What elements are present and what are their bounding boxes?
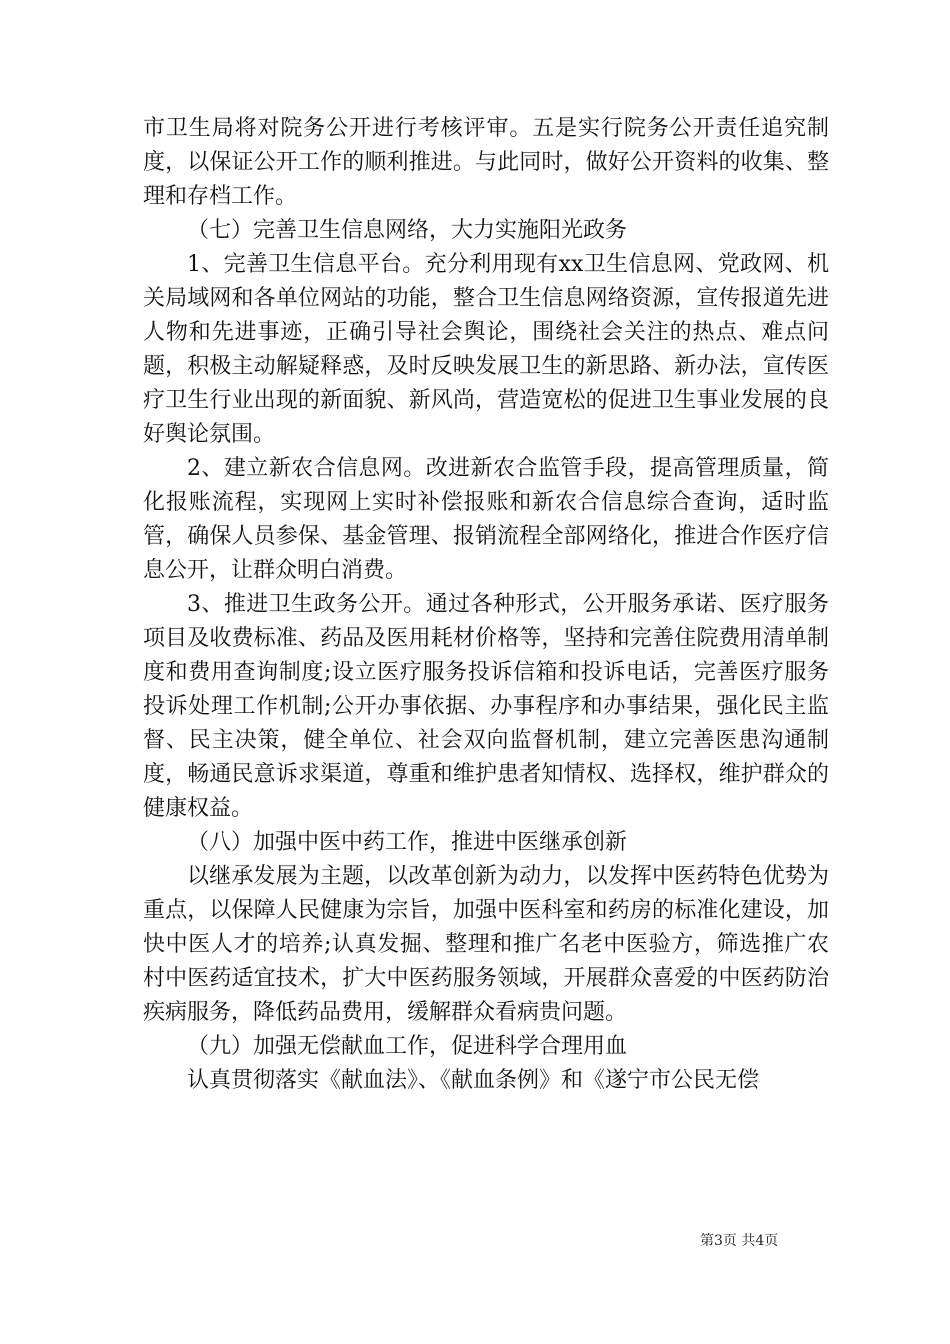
- paragraph-blood-donation: 认真贯彻落实《献血法》、《献血条例》和《遂宁市公民无偿: [187, 1068, 760, 1093]
- paragraph-government-affairs: 3、推进卫生政务公开。通过各种形式，公开服务承诺、医疗服务项目及收费标准、药品及医用耗材价格等，坚持和完善住院费用清单制度和费用查询制度;设立医疗服务投诉信箱和投诉电话，完善医疗服务投诉处理工作机制;公开办事依据、办事程序和办事结果，强化民主监督、民主决策，健全单位、社会双向监督机制，建立完善医患沟通制度，畅通民意诉求渠道，尊重和维护患者知情权、选择权，维护群众的健康权益。: [143, 592, 829, 821]
- document-body: [143, 112, 829, 1098]
- paragraph-rural-coop-network: 2、建立新农合信息网。改进新农合监管手段，提高管理质量，简化报账流程，实现网上实时补偿报账和新农合信息综合查询，适时监管，确保人员参保、基金管理、报销流程全部网络化，推进合作医疗信息公开，让群众明白消费。: [143, 456, 829, 583]
- page-number: 第3页 共4页: [700, 1233, 779, 1249]
- paragraph-chinese-medicine: 以继承发展为主题，以改革创新为动力，以发挥中医药特色优势为重点，以保障人民健康为宗旨，加强中医科室和药房的标准化建设，加快中医人才的培养;认真发掘、整理和推广名老中医验方，筛选推广农村中医药适宜技术，扩大中医药服务领域，开展群众喜爱的中医药防治疾病服务，降低药品费用，缓解群众看病贵问题。: [143, 864, 829, 1025]
- paragraph-continuation: 市卫生局将对院务公开进行考核评审。五是实行院务公开责任追究制度，以保证公开工作的顺利推进。与此同时，做好公开资料的收集、整理和存档工作。: [143, 116, 829, 209]
- section-heading-7: （七）完善卫生信息网络，大力实施阳光政务: [187, 218, 628, 243]
- section-heading-8: （八）加强中医中药工作，推进中医继承创新: [187, 830, 628, 855]
- section-heading-9: （九）加强无偿献血工作，促进科学合理用血: [187, 1034, 628, 1059]
- paragraph-health-info-platform: 1、完善卫生信息平台。充分利用现有xx卫生信息网、党政网、机关局域网和各单位网站的功能，整合卫生信息网络资源，宣传报道先进人物和先进事迹，正确引导社会舆论，围绕社会关注的热点、难点问题，积极主动解疑释惑，及时反映发展卫生的新思路、新办法，宣传医疗卫生行业出现的新面貌、新风尚，营造宽松的促进卫生事业发展的良好舆论氛围。: [143, 252, 829, 447]
